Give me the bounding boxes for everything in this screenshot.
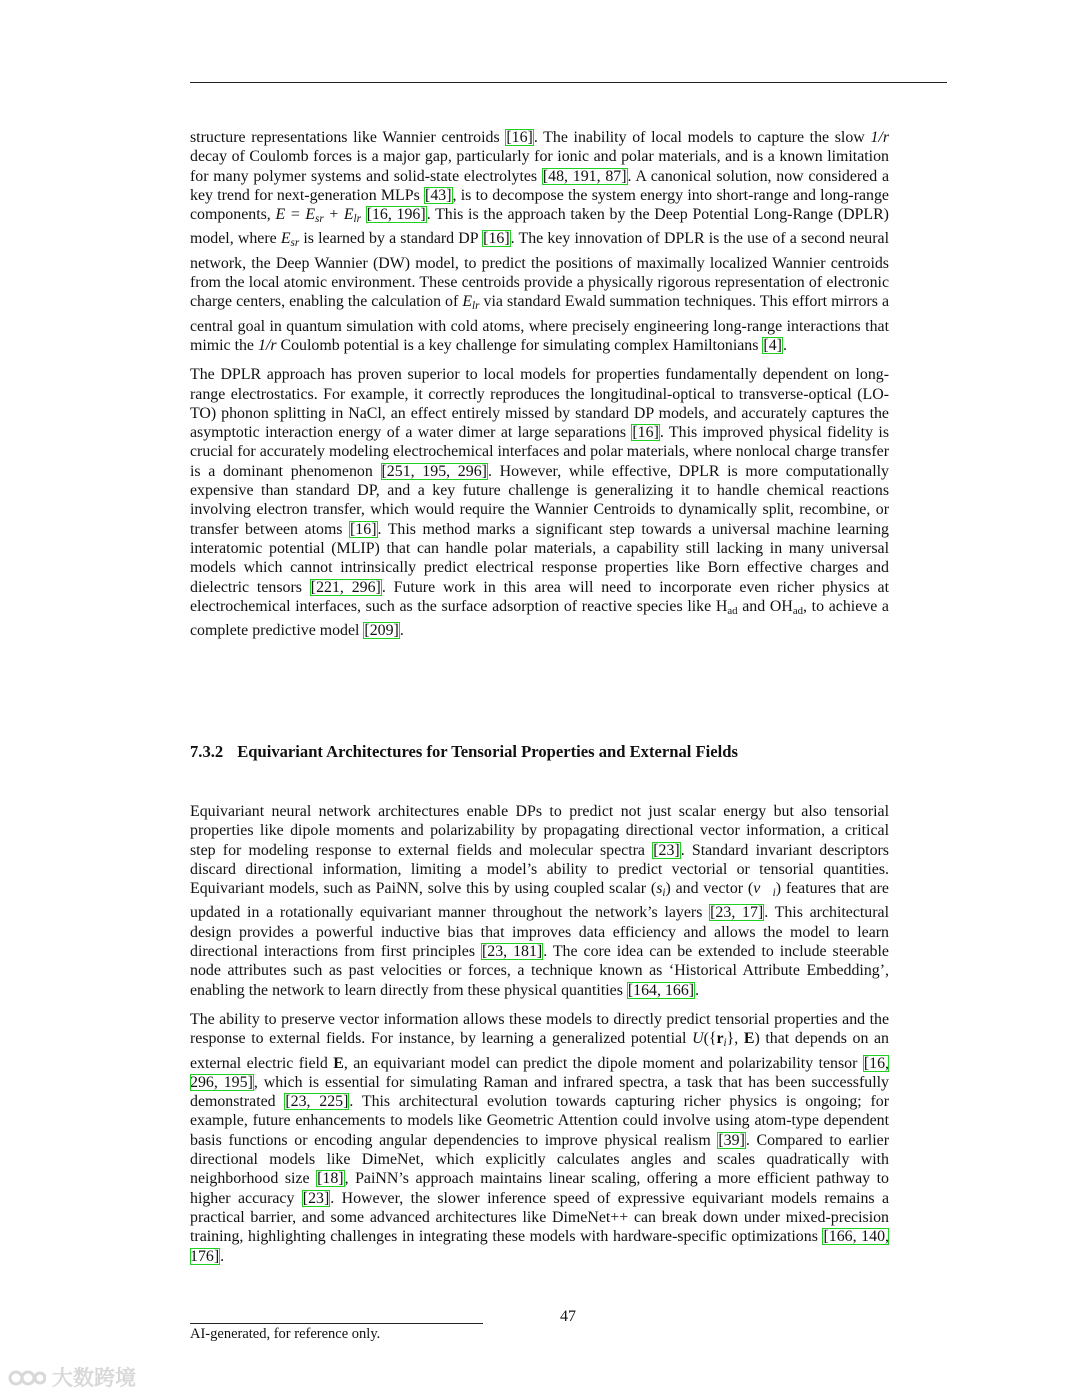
citation[interactable]: [209] bbox=[364, 622, 399, 640]
watermark bbox=[8, 1362, 136, 1392]
paragraph-dplr-intro: structure representations like Wannier centroids [16]. The inability of local models to capture the slow 1/r decay of Coulomb forces is a major gap, particularly for ionic and polar materials, and is a known limitation for many polymer systems and solid-state electrolytes [48, 191, 87]. A canonical solution, now considered a key trend for next-generation MLPs [43], is to decompose the system energy into short-range and long-range components, $E = E_{sr} + E_{lr}$ [16, 196]. This is the approach taken by the Deep Potential Long-Range (DPLR) model, where $E_{sr}$ is learned by a standard DP [16]. The key innovation of DPLR is the use of a second neural network, the Deep Wannier (DW) model, to predict the positions of maximally localized Wannier centroids from the local atomic environment. These centroids provide a physically rigorous representation of electronic charge centers, enabling the calculation of $E_{lr}$ via standard Ewald summation techniques. This effort mirrors a central goal in quantum simulation with cold atoms, where precisely engineering long-range interactions that mimic the 1/r Coulomb potential is a key challenge for simulating complex Hamiltonians [4]. bbox=[190, 129, 890, 354]
page-number: 47 bbox=[560, 1308, 576, 1325]
citation[interactable]: [48, 191, 87] bbox=[542, 167, 627, 185]
citation[interactable]: [221, 296] bbox=[310, 578, 381, 596]
citation[interactable]: [16] bbox=[632, 424, 659, 442]
citation[interactable]: [166, 140, 176] bbox=[190, 1228, 889, 1265]
math-inline: $E_{sr}$ bbox=[280, 230, 300, 250]
math-potential: $U(\{r_i\}$, E) bbox=[692, 1030, 760, 1050]
math-inline: 1/r bbox=[870, 129, 889, 146]
citation[interactable]: [23] bbox=[653, 841, 680, 859]
citation[interactable]: [16, 296, 195] bbox=[190, 1054, 889, 1091]
math-energy-decomposition: $E = E_{sr} + E_{lr}$ bbox=[275, 206, 361, 226]
paragraph-dplr-results: The DPLR approach has proven superior to local models for properties fundamentally dependent on long-range electrostatics. For example, it correctly reproduces the longitudinal-optical to transverse-optical (LO-TO) phonon splitting in NaCl, an effect entirely missed by standard DP models, and accurately captures the asymptotic interaction energy of a water dimer at large separations [16]. This improved physical fidelity is crucial for accurately modeling electrochemical interfaces and polar materials, where nonlocal charge transfer is a dominant phenomenon [251, 195, 296]. However, while effective, DPLR is more computationally expensive than standard DP, and a key future challenge is generalizing it to handle chemical reactions involving electron transfer, which would require the Wannier Centroids to dynamically split, recombine, or transfer between atoms [16]. This method marks a significant step towards a universal machine learning interatomic potential (MLIP) that can handle polar materials, a capability still lacking in many universal models which cannot intrinsically predict electrical response properties like Born effective charges and dielectric tensors [221, 296]. Future work in this area will need to incorporate even richer physics at electrochemical interfaces, such as the surface adsorption of reactive species like $H_{ad}$ and $OH_{ad}$, to achieve a complete predictive model [209]. bbox=[190, 366, 890, 640]
paragraph-equivariant-tensorial: The ability to preserve vector information allows these models to directly predict tensorial properties and the response to external fields. For instance, by learning a generalized potential $U(\{r_i\}$, E) that depends on an external electric field E, an equivariant model can predict the dipole moment and polarizability tensor [16, 296, 195], which is essential for simulating Raman and infrared spectra, a task that has been successfully demonstrated [23, 225]. This architectural evolution towards capturing richer physics is ongoing; for example, future enhancements to models like Geometric Attention could involve using atom-type dependent basis functions or encoding angular dependencies to improve physical realism [39]. Compared to earlier directional models like DimeNet, which explicitly calculates angles and scales quadratically with neighborhood size [18], PaiNN’s approach maintains linear scaling, offering a more efficient pathway to higher accuracy [23]. However, the slower inference speed of expressive equivariant models remains a practical barrier, and some advanced architectures like DimeNet++ can break down under mixed-precision training, highlighting challenges in integrating these models with hardware-specific optimizations [166, 140, 176]. bbox=[190, 1010, 890, 1265]
paragraph-equivariant-intro: Equivariant neural network architectures enable DPs to predict not just scalar energy but also tensorial properties like dipole moments and polarizability by propagating directional vector information, a critical step for modeling response to external fields and molecular spectra [23]. Standard invariant descriptors discard directional information, limiting a model’s ability to predict vectorial or tensorial quantities. Equivariant models, such as PaiNN, solve this by using coupled scalar $(s_i)$ and vector $(v⃗_i)$ features that are updated in a rotationally equivariant manner throughout the network’s layers [23, 17]. This architectural design provides a powerful inductive bias that improves data efficiency and allows the model to learn directional interactions from first principles [23, 181]. The core idea can be extended to include steerable node attributes such as past velocities or forces, a technique known as ‘Historical Attribute Embedding’, enabling the network to learn directly from these physical quantities [164, 166]. bbox=[190, 803, 890, 999]
section-heading bbox=[190, 742, 738, 762]
math-inline: 1/r bbox=[257, 336, 277, 354]
citation[interactable]: [16] bbox=[506, 129, 533, 146]
citation[interactable]: [23, 17] bbox=[710, 904, 764, 922]
body-text-top bbox=[190, 128, 889, 640]
math-field: E bbox=[333, 1054, 344, 1072]
citation[interactable]: [251, 195, 296] bbox=[381, 462, 487, 480]
citation[interactable]: [16, 196] bbox=[366, 206, 426, 224]
math-inline: $E_{lr}$ bbox=[462, 293, 480, 313]
citation[interactable]: [4] bbox=[763, 336, 782, 354]
citation[interactable]: [43] bbox=[425, 186, 452, 204]
math-inline: $v⃗_i$ bbox=[753, 880, 776, 900]
watermark-logo-icon bbox=[8, 1364, 46, 1390]
citation[interactable]: [23] bbox=[302, 1189, 330, 1207]
math-inline: $s_i$ bbox=[656, 880, 666, 900]
citation[interactable]: [39] bbox=[718, 1131, 745, 1149]
section-number: 7.3.2 bbox=[190, 742, 224, 761]
citation[interactable]: [164, 166] bbox=[627, 981, 695, 999]
body-text-section bbox=[190, 802, 889, 1266]
citation[interactable]: [18] bbox=[317, 1170, 344, 1188]
citation[interactable]: [23, 225] bbox=[285, 1093, 349, 1111]
header-rule bbox=[190, 82, 947, 83]
citation[interactable]: [23, 181] bbox=[481, 943, 543, 961]
footnote: AI-generated, for reference only. bbox=[190, 1326, 381, 1342]
watermark-text: 大数跨境 bbox=[52, 1366, 136, 1390]
citation[interactable]: [16] bbox=[350, 520, 377, 538]
citation[interactable]: [16] bbox=[483, 230, 510, 248]
footnote-rule bbox=[190, 1323, 483, 1324]
section-title: Equivariant Architectures for Tensorial Properties and External Fields bbox=[237, 742, 738, 761]
